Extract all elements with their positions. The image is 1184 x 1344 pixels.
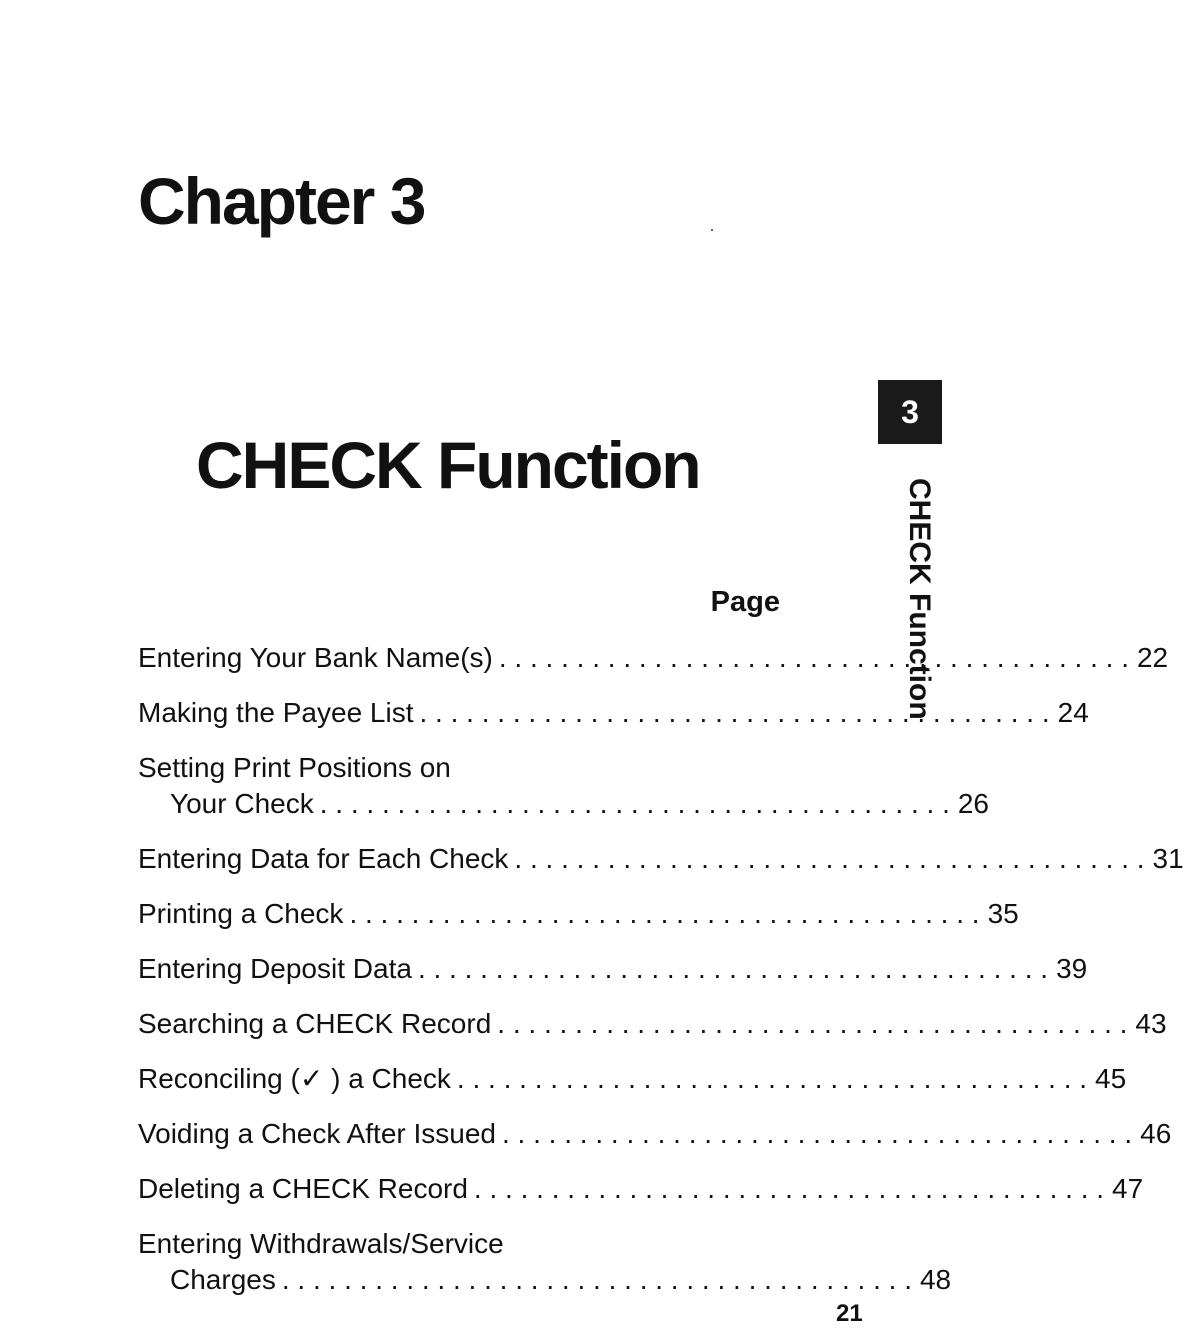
toc-entry-page: 26 [957,788,989,819]
dot-leader: . . . . . . . . . . . . . . . . . . . . . . . . . . . . . . . . . . . . . . . . . [419,697,1050,728]
toc-entry [138,640,1169,676]
toc-entry [138,1226,952,1298]
toc-entry [138,841,1184,877]
toc-entry-page: 31 [1152,843,1184,874]
toc-entry-page: 35 [987,898,1019,929]
page-number: 21 [836,1300,863,1327]
toc-entry-page: 47 [1112,1173,1144,1204]
toc-entry-title: Entering Data for Each Check [138,843,509,874]
toc-entry [138,1061,1127,1097]
toc-entry-title: Charges [170,1264,276,1295]
toc-entry-page: 48 [919,1264,952,1295]
toc-entry [138,1171,1144,1207]
dot-leader: . . . . . . . . . . . . . . . . . . . . . . . . . . . . . . . . . . . . . . . . . [498,642,1129,673]
toc-entry-title-line1: Entering Withdrawals/Service [138,1228,504,1259]
toc-entry-page: 24 [1057,697,1089,728]
chapter-label: Chapter 3 [138,164,425,238]
toc-entry [138,695,1089,731]
toc-entry-title: Printing a Check [138,898,344,929]
chapter-title: CHECK Function [196,428,700,502]
dot-leader: . . . . . . . . . . . . . . . . . . . . . . . . . . . . . . . . . . . . . . . . . [473,1173,1105,1204]
toc-entry-page: 45 [1095,1063,1127,1094]
dot-leader: . . . . . . . . . . . . . . . . . . . . . . . . . . . . . . . . . . . . . . . . . [514,843,1145,874]
toc-entry-title: Reconciling (✓ ) a Check [138,1063,451,1094]
toc-entry-title: Searching a CHECK Record [138,1008,492,1039]
toc-entry-title: Your Check [170,788,314,819]
toc-entry [138,1116,1172,1152]
dot-leader: . . . . . . . . . . . . . . . . . . . . . . . . . . . . . . . . . . . . . . . . . [417,953,1049,984]
toc-entry-page: 22 [1136,642,1169,673]
print-speck [711,229,713,231]
toc-entry [138,896,1019,932]
chapter-tab-number: 3 [878,380,942,444]
toc-entry-title-line1: Setting Print Positions on [138,752,451,783]
toc-entry-title: Deleting a CHECK Record [138,1173,468,1204]
dot-leader: . . . . . . . . . . . . . . . . . . . . . . . . . . . . . . . . . . . . . . . . . [456,1063,1088,1094]
toc-entry-page: 39 [1056,953,1088,984]
toc-entry-title: Entering Deposit Data [138,953,412,984]
toc-entry-title: Entering Your Bank Name(s) [138,642,493,673]
dot-leader: . . . . . . . . . . . . . . . . . . . . . . . . . . . . . . . . . . . . . . . . . [281,1264,912,1295]
dot-leader: . . . . . . . . . . . . . . . . . . . . . . . . . . . . . . . . . . . . . . . . . [319,788,950,819]
toc-entry-page: 46 [1140,1118,1172,1149]
toc-entry [138,1006,1167,1042]
dot-leader: . . . . . . . . . . . . . . . . . . . . . . . . . . . . . . . . . . . . . . . . . [349,898,980,929]
dot-leader: . . . . . . . . . . . . . . . . . . . . . . . . . . . . . . . . . . . . . . . . . [497,1008,1128,1039]
page-column-header: Page [710,586,780,618]
toc-entry-title: Making the Payee List [138,697,414,728]
toc-entry-page: 43 [1135,1008,1167,1039]
toc-entry-title: Voiding a Check After Issued [138,1118,496,1149]
chapter-tab-label: CHECK Function [903,478,936,720]
toc-entry [138,750,989,822]
dot-leader: . . . . . . . . . . . . . . . . . . . . . . . . . . . . . . . . . . . . . . . . . [502,1118,1133,1149]
toc-entry [138,951,1088,987]
